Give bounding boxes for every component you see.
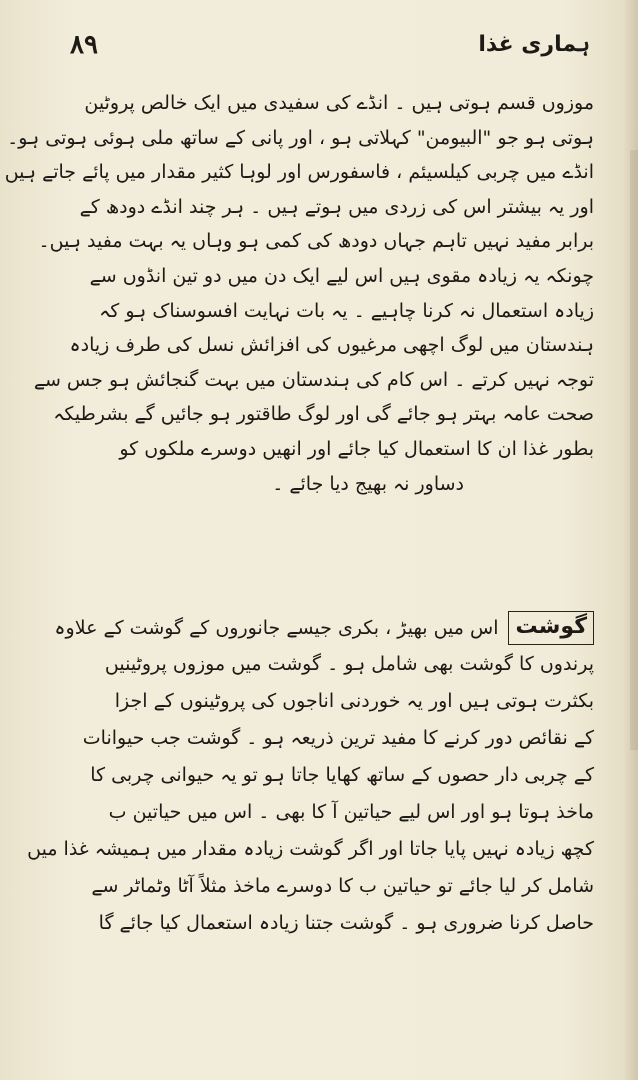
text-line: شامل کر لیا جائے تو حیاتین ب کا دوسرے ماخذ مثلاً آٹا وٹماٹر سے xyxy=(91,875,594,897)
text-line: انڈے میں چربی کیلسیئم ، فاسفورس اور لوہا کثیر مقدار میں پائے جاتے ہیں xyxy=(4,161,594,184)
text-line: پرندوں کا گوشت بھی شامل ہو ۔ گوشت میں موزوں پروٹینیں xyxy=(104,653,594,675)
section-meat xyxy=(27,610,594,942)
text-line: بکثرت ہوتی ہیں اور یہ خوردنی اناجوں کی پروٹینوں کے اجزا xyxy=(114,690,594,712)
page-stain xyxy=(630,150,638,750)
section-first-line xyxy=(54,610,594,646)
text-line: اس میں بھیڑ ، بکری جیسے جانوروں کے گوشت کے علاوہ xyxy=(54,617,499,639)
paragraph-eggs xyxy=(4,86,594,501)
running-title: ہماری غذا xyxy=(478,32,590,57)
text-line-last: دساور نہ بھیج دیا جائے ۔ xyxy=(272,472,464,495)
text-line: حاصل کرنا ضروری ہو ۔ گوشت جتنا زیادہ استعمال کیا جائے گا xyxy=(98,912,594,934)
text-line: کے نقائص دور کرنے کا مفید ترین ذریعہ ہو ۔ گوشت جب حیوانات xyxy=(82,727,594,749)
page-number: ۸۹ xyxy=(70,30,98,60)
text-line: زیادہ استعمال نہ کرنا چاہیے ۔ یہ بات نہایت افسوسناک ہو کہ xyxy=(99,299,594,322)
section-heading: گوشت xyxy=(508,611,594,645)
text-line: بطور غذا ان کا استعمال کیا جائے اور انھیں دوسرے ملکوں کو xyxy=(119,437,594,460)
text-line: توجہ نہیں کرتے ۔ اس کام کی ہندستان میں بہت گنجائش ہو جس سے xyxy=(33,368,594,391)
text-line: کے چربی دار حصوں کے ساتھ کھایا جاتا ہو تو یہ حیوانی چربی کا xyxy=(90,764,594,786)
text-line: صحت عامہ بہتر ہو جائے گی اور لوگ طاقتور ہو جائیں گے بشرطیکہ xyxy=(53,403,594,426)
text-line: اور یہ بیشتر اس کی زردی میں ہوتے ہیں ۔ ہر چند انڈے دودھ کے xyxy=(79,195,594,218)
text-line: کچھ زیادہ نہیں پایا جاتا اور اگر گوشت زیادہ مقدار میں ہمیشہ غذا میں xyxy=(27,838,594,860)
text-line: چونکہ یہ زیادہ مقوی ہیں اس لیے ایک دن میں دو تین انڈوں سے xyxy=(89,264,594,287)
page-header xyxy=(70,30,590,70)
text-line: برابر مفید نہیں تاہم جہاں دودھ کی کمی ہو وہاں یہ بہت مفید ہیں۔ xyxy=(38,230,594,253)
text-line: ماخذ ہوتا ہو اور اس لیے حیاتین آ کا بھی ۔ اس میں حیاتین ب xyxy=(108,801,594,823)
text-line: ہندستان میں لوگ اچھی مرغیوں کی افزائش نسل کی طرف زیادہ xyxy=(69,334,594,357)
text-line: موزوں قسم ہوتی ہیں ۔ انڈے کی سفیدی میں ایک خالص پروٹین xyxy=(84,92,594,114)
text-line: ہوتی ہو جو "البیومن" کہلاتی ہو ، اور پانی کے ساتھ ملی ہوئی ہوتی ہو۔ xyxy=(7,126,594,149)
